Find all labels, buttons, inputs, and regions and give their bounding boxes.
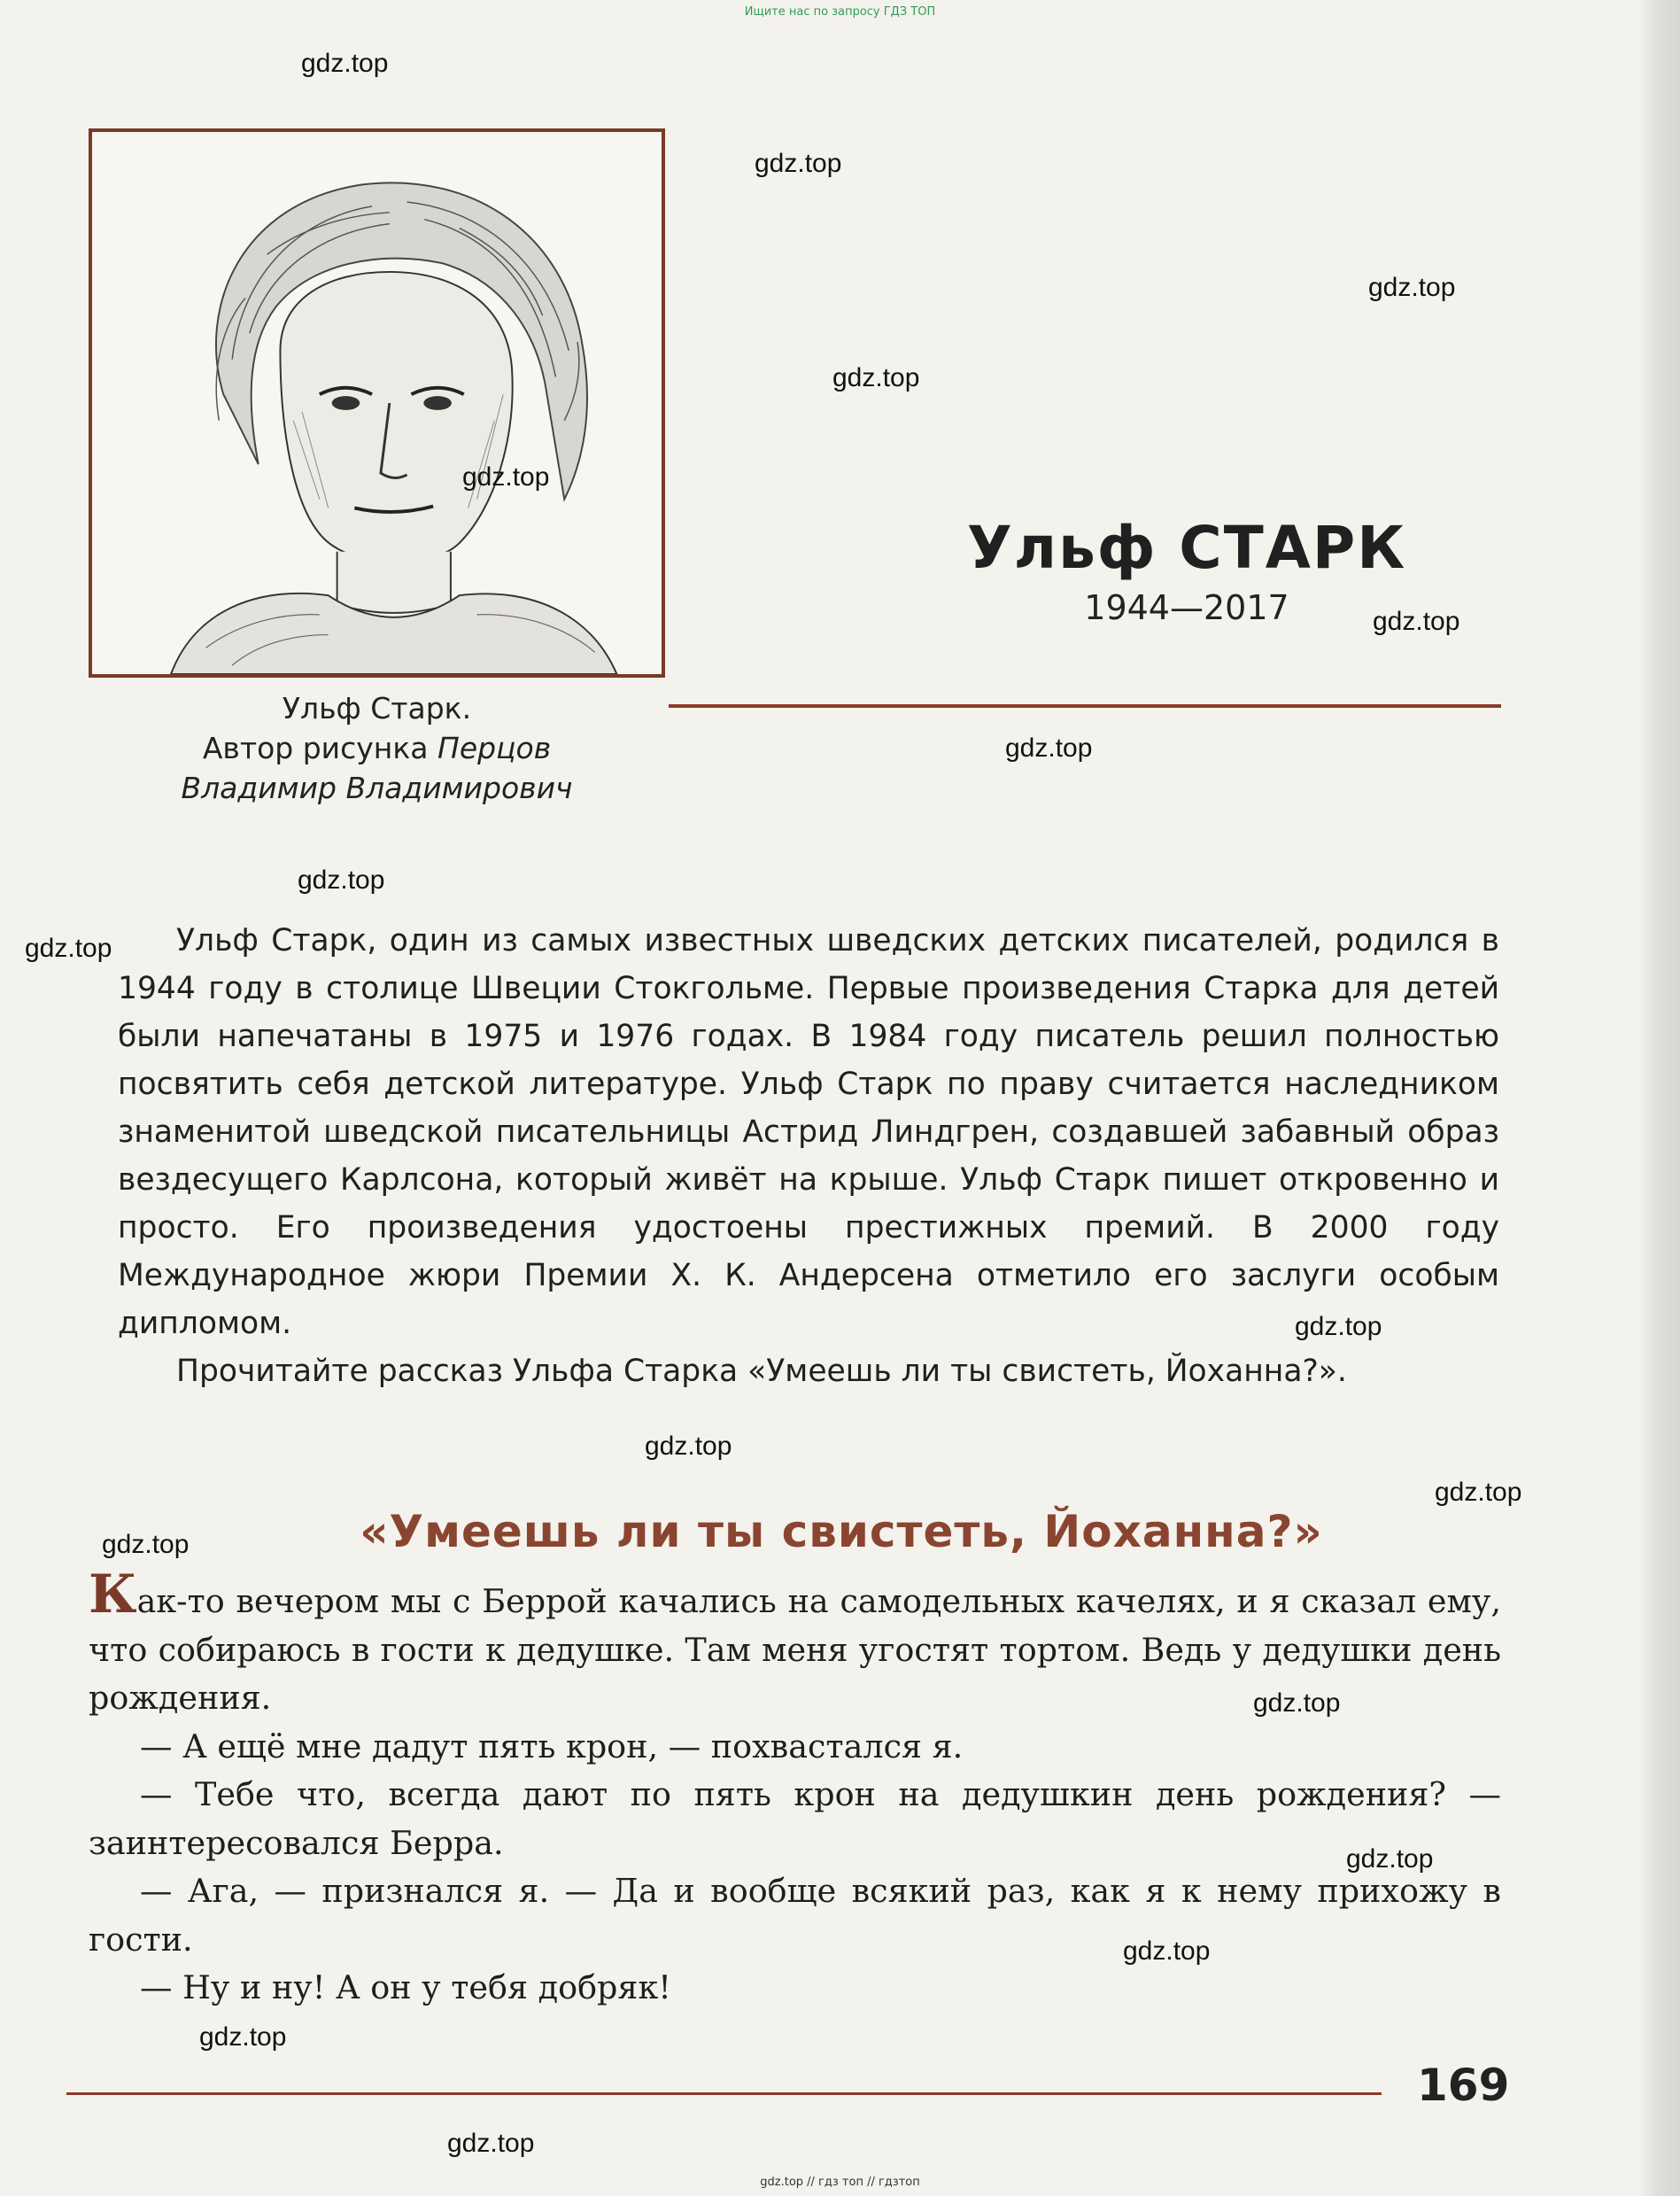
story-paragraph: — А ещё мне дадут пять крон, — похвастался я. xyxy=(140,1727,964,1765)
watermark: gdz.top xyxy=(1253,1688,1341,1718)
watermark: gdz.top xyxy=(199,2022,287,2052)
author-years: 1944—2017 xyxy=(1084,588,1289,627)
story-first-paragraph-text: ак-то вечером мы с Беррой качались на самодельных качелях, и я сказал ему, что собираюсь в гости к дедушке. Там меня угостят тортом. Ведь у дедушки день рождения. xyxy=(89,1582,1501,1717)
header-divider xyxy=(669,704,1501,708)
story-paragraph: — Ну и ну! А он у тебя добряк! xyxy=(140,1968,671,2006)
watermark: gdz.top xyxy=(1373,607,1460,636)
watermark: gdz.top xyxy=(301,49,389,78)
watermark: gdz.top xyxy=(1435,1478,1522,1507)
portrait-caption-title: Ульф Старк. xyxy=(282,691,472,726)
header-note: Ищите нас по запросу ГДЗ ТОП xyxy=(744,5,936,19)
portrait-caption-fullname xyxy=(89,771,665,805)
watermark: gdz.top xyxy=(755,149,842,178)
watermark: gdz.top xyxy=(102,1530,190,1559)
author-biography xyxy=(118,917,1499,1395)
story-title: «Умеешь ли ты свистеть, Йоханна?» xyxy=(360,1506,1323,1557)
author-name: Ульф СТАРК xyxy=(966,514,1407,583)
watermark: gdz.top xyxy=(832,363,920,392)
bio-paragraph: Ульф Старк, один из самых известных шведских детских писателей, родился в 1944 году в столице Швеции Стокгольме. Первые произведения Старка для детей были напечатаны в 1975 и 1976 годах. В 1984 году писатель решил полностью посвятить себя детской литературе. Ульф Старк по праву считается наследником знаменитой шведской писательницы Астрид Линдгрен, создавшей забавный образ вездесущего Карлсона, который живёт на крыше. Ульф Старк пишет откровенно и просто. Его произведения удостоены престижных премий. В 2000 году Международное жюри Премии Х. К. Андерсена отметило его заслуги особым дипломом. xyxy=(118,923,1499,1341)
watermark: gdz.top xyxy=(1295,1312,1382,1341)
story-paragraph: — Ага, — признался я. — Да и вообще всякий раз, как я к нему прихожу в гости. xyxy=(89,1872,1501,1959)
caption-fullname-text: Владимир Владимирович xyxy=(181,771,573,805)
story-text xyxy=(89,1564,1501,2013)
watermark: gdz.top xyxy=(462,462,550,492)
footer-divider xyxy=(66,2092,1382,2095)
watermark: gdz.top xyxy=(645,1432,732,1461)
watermark: gdz.top xyxy=(25,934,112,963)
portrait-caption-author xyxy=(89,731,665,765)
caption-prefix: Автор рисунка xyxy=(202,731,437,765)
footer-note: gdz.top // гдз топ // гдзтоп xyxy=(760,2176,920,2189)
story-paragraph: — Тебе что, всегда дают по пять крон на дедушкин день рождения? — заинтересовался Берра. xyxy=(89,1775,1501,1862)
caption-surname: Перцов xyxy=(437,731,552,765)
drop-cap: К xyxy=(89,1564,137,1626)
watermark: gdz.top xyxy=(1346,1844,1434,1874)
reading-instruction: Прочитайте рассказ Ульфа Старка «Умеешь ли ты свистеть, Йоханна?». xyxy=(176,1354,1347,1389)
watermark: gdz.top xyxy=(1123,1936,1211,1966)
page-number: 169 xyxy=(1417,2060,1510,2111)
watermark: gdz.top xyxy=(1368,273,1456,302)
page-edge-shadow xyxy=(1638,0,1680,2196)
watermark: gdz.top xyxy=(447,2129,535,2158)
author-portrait xyxy=(89,128,665,678)
watermark: gdz.top xyxy=(298,865,385,895)
watermark: gdz.top xyxy=(1005,733,1093,763)
